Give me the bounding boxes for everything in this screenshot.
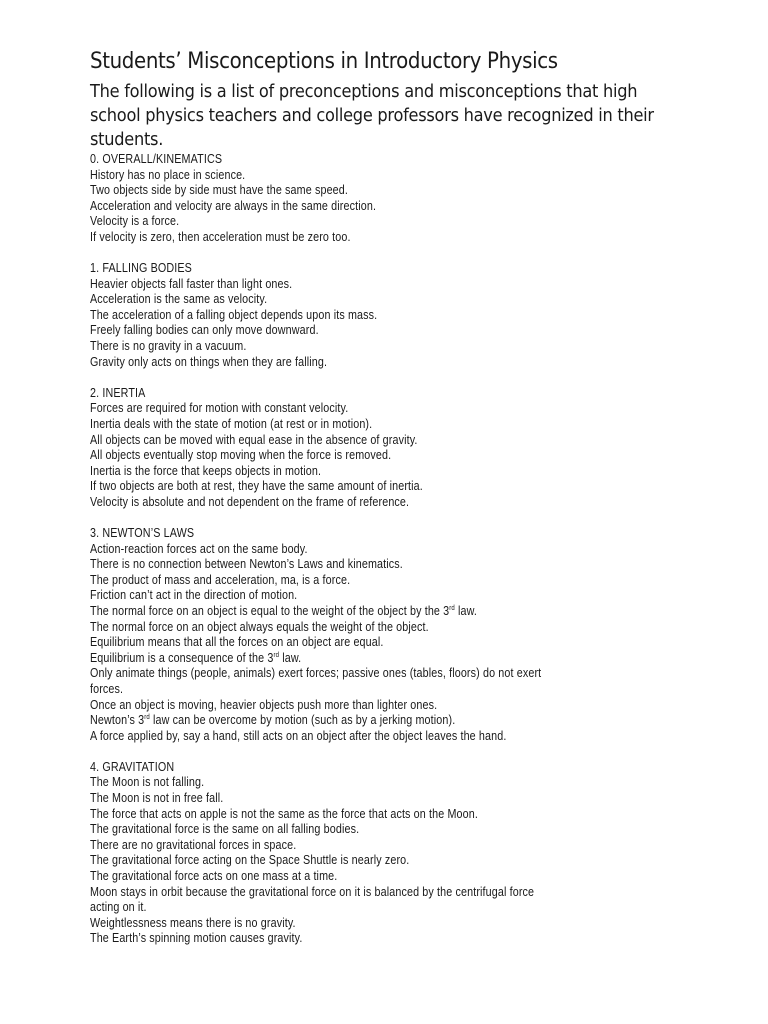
item-text-before: The normal force on an object is equal to the weight of the object by the 3 [90, 603, 450, 618]
misconception-item: The normal force on an object always equals the weight of the object. [90, 619, 429, 634]
misconception-item: Action-reaction forces act on the same body. [90, 541, 308, 556]
document-title: Students’ Misconceptions in Introductory Physics [90, 49, 558, 74]
misconception-item: If velocity is zero, then acceleration must be zero too. [90, 229, 351, 244]
misconception-sections [90, 152, 690, 947]
misconception-item: Once an object is moving, heavier objects push more than lighter ones. [90, 697, 438, 712]
ordinal-superscript: rd [144, 714, 150, 722]
misconception-item: Velocity is absolute and not dependent on the frame of reference. [90, 494, 410, 509]
misconception-item: Inertia deals with the state of motion (at rest or in motion). [90, 416, 373, 431]
section-heading: 2. INERTIA [90, 385, 146, 400]
section-heading: 3. NEWTON’S LAWS [90, 525, 195, 540]
section-heading: 0. OVERALL/KINEMATICS [90, 152, 223, 166]
misconception-item: Heavier objects fall faster than light ones. [90, 276, 293, 291]
section-2 [90, 386, 692, 511]
misconception-item: Only animate things (people, animals) exert forces; passive ones (tables, floors) do not exert [90, 666, 542, 681]
misconception-item: The gravitational force acts on one mass at a time. [90, 868, 338, 883]
misconception-item: Velocity is a force. [90, 214, 180, 229]
misconception-item: Weightlessness means there is no gravity. [90, 915, 296, 930]
misconception-item [90, 651, 692, 667]
misconception-item: The gravitational force is the same on all falling bodies. [90, 822, 360, 837]
document-page [90, 48, 690, 962]
misconception-item: Inertia is the force that keeps objects in motion. [90, 463, 322, 478]
misconception-item: All objects eventually stop moving when the force is removed. [90, 448, 392, 463]
misconception-item: The Earth’s spinning motion causes gravity. [90, 931, 303, 946]
ordinal-superscript: rd [273, 651, 280, 659]
misconception-item: forces. [90, 681, 124, 696]
item-text-after: law can be overcome by motion (such as by a jerking motion). [149, 713, 456, 728]
misconception-item: There is no connection between Newton’s Laws and kinematics. [90, 557, 403, 572]
misconception-item: Acceleration is the same as velocity. [90, 292, 268, 307]
section-0 [90, 152, 692, 246]
misconception-item: Equilibrium means that all the forces on an object are equal. [90, 635, 384, 650]
item-text-after: law. [279, 650, 302, 665]
section-1 [90, 261, 692, 370]
misconception-item: The gravitational force acting on the Space Shuttle is nearly zero. [90, 853, 410, 868]
misconception-item: Two objects side by side must have the same speed. [90, 183, 349, 198]
misconception-item: The force that acts on apple is not the same as the force that acts on the Moon. [90, 806, 478, 821]
misconception-item [90, 713, 692, 729]
misconception-item: There is no gravity in a vacuum. [90, 339, 247, 354]
misconception-item: The Moon is not falling. [90, 775, 205, 790]
section-4 [90, 760, 692, 947]
item-text-before: Newton’s 3 [90, 713, 145, 728]
misconception-item: A force applied by, say a hand, still acts on an object after the object leaves the hand. [90, 728, 507, 743]
misconception-item: Gravity only acts on things when they are falling. [90, 354, 328, 369]
misconception-item: Freely falling bodies can only move downward. [90, 323, 319, 338]
section-3 [90, 526, 692, 744]
misconception-item: The acceleration of a falling object depends upon its mass. [90, 307, 378, 322]
ordinal-superscript: rd [449, 604, 455, 612]
misconception-item: History has no place in science. [90, 167, 246, 182]
misconception-item: Moon stays in orbit because the gravitational force on it is balanced by the centrifugal force [90, 884, 535, 899]
item-text-after: law. [454, 603, 478, 618]
misconception-item: The Moon is not in free fall. [90, 790, 224, 805]
misconception-item: Acceleration and velocity are always in the same direction. [90, 198, 377, 213]
item-text-before: Equilibrium is a consequence of the 3 [90, 650, 274, 665]
misconception-item [90, 604, 692, 620]
misconception-item: There are no gravitational forces in space. [90, 837, 297, 852]
misconception-item: Friction can’t act in the direction of motion. [90, 588, 298, 603]
misconception-item: All objects can be moved with equal ease in the absence of gravity. [90, 432, 418, 447]
section-heading: 1. FALLING BODIES [90, 261, 192, 276]
misconception-item: If two objects are both at rest, they have the same amount of inertia. [90, 479, 423, 494]
misconception-item: acting on it. [90, 900, 147, 915]
section-heading: 4. GRAVITATION [90, 759, 175, 774]
misconception-item: Forces are required for motion with constant velocity. [90, 401, 349, 416]
intro-paragraph: The following is a list of preconceptions and misconceptions that high school physics teachers and college professors have recognized in their students. [90, 81, 654, 150]
misconception-item: The product of mass and acceleration, ma, is a force. [90, 572, 351, 587]
